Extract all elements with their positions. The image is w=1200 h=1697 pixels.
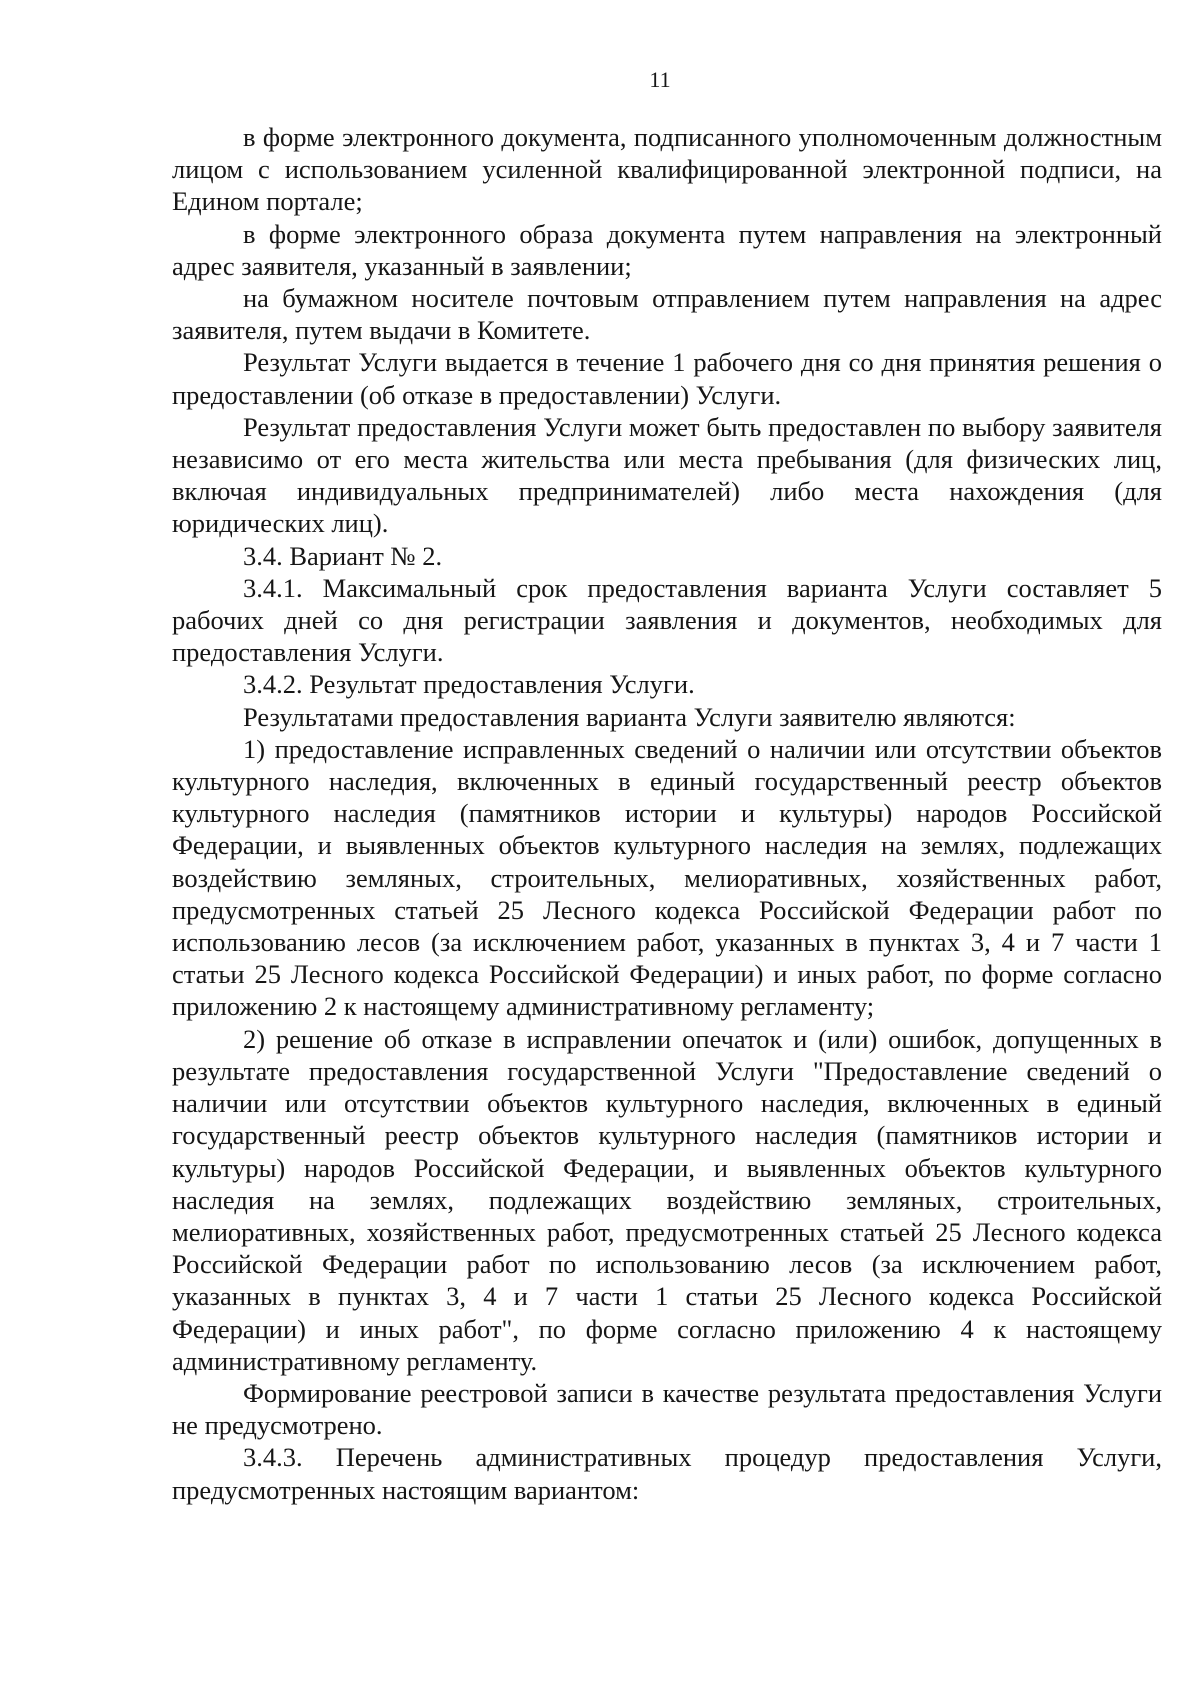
page-number: 11 <box>649 67 671 92</box>
paragraph-results-intro: Результатами предоставления варианта Услуги заявителю являются: <box>243 701 1016 732</box>
paragraph-registry-record: Формирование реестровой записи в качестве результата предоставления Услуги не предусмотрено. <box>172 1377 1162 1441</box>
list-item-2: 2) решение об отказе в исправлении опечаток и (или) ошибок, допущенных в результате предоставления государственной Услуги "Предоставление сведений о наличии или отсутствии объектов культурного наследия, включенных в единый государственный реестр объектов культурного наследия (памятников истории и культуры) народов Российской Федерации, и выявленных объектов культурного наследия на землях, подлежащих воздействию земляных, строительных, мелиоративных, хозяйственных работ, предусмотренных статьей 25 Лесного кодекса Российской Федерации работ по использованию лесов (за исключением работ, указанных в пунктах 3, 4 и 7 части 1 статьи 25 Лесного кодекса Российской Федерации) и иных работ", по форме согласно приложению 4 к настоящему административному регламенту. <box>172 1023 1162 1376</box>
section-heading-3-4: 3.4. Вариант № 2. <box>243 540 443 571</box>
paragraph-electronic-document: в форме электронного документа, подписанного уполномоченным должностным лицом с использованием усиленной квалифицированной электронной подписи, на Едином портале; <box>172 122 1162 217</box>
paragraph-3-4-3: 3.4.3. Перечень административных процедур предоставления Услуги, предусмотренных настоящим вариантом: <box>172 1442 1162 1505</box>
paragraph-paper-medium: на бумажном носителе почтовым отправлением путем направления на адрес заявителя, путем выдачи в Комитете. <box>172 283 1162 346</box>
document-body <box>172 121 1162 1506</box>
paragraph-electronic-image: в форме электронного образа документа путем направления на электронный адрес заявителя, указанный в заявлении; <box>172 218 1162 281</box>
paragraph-result-timing: Результат Услуги выдается в течение 1 рабочего дня со дня принятия решения о предоставлении (об отказе в предоставлении) Услуги. <box>172 347 1162 410</box>
paragraph-result-choice: Результат предоставления Услуги может быть предоставлен по выбору заявителя независимо от его места жительства или места пребывания (для физических лиц, включая индивидуальных предпринимателей) либо места нахождения (для юридических лиц). <box>172 411 1162 539</box>
list-item-1: 1) предоставление исправленных сведений о наличии или отсутствии объектов культурного наследия, включенных в единый государственный реестр объектов культурного наследия (памятников истории и культуры) народов Российской Федерации, и выявленных объектов культурного наследия на землях, подлежащих воздействию земляных, строительных, мелиоративных, хозяйственных работ, предусмотренных статьей 25 Лесного кодекса Российской Федерации работ по использованию лесов (за исключением работ, указанных в пунктах 3, 4 и 7 части 1 статьи 25 Лесного кодекса Российской Федерации) и иных работ, по форме согласно приложению 2 к настоящему административному регламенту; <box>172 733 1162 1022</box>
paragraph-3-4-2: 3.4.2. Результат предоставления Услуги. <box>243 669 695 700</box>
paragraph-3-4-1: 3.4.1. Максимальный срок предоставления варианта Услуги составляет 5 рабочих дней со дня регистрации заявления и документов, необходимых для предоставления Услуги. <box>172 572 1162 668</box>
